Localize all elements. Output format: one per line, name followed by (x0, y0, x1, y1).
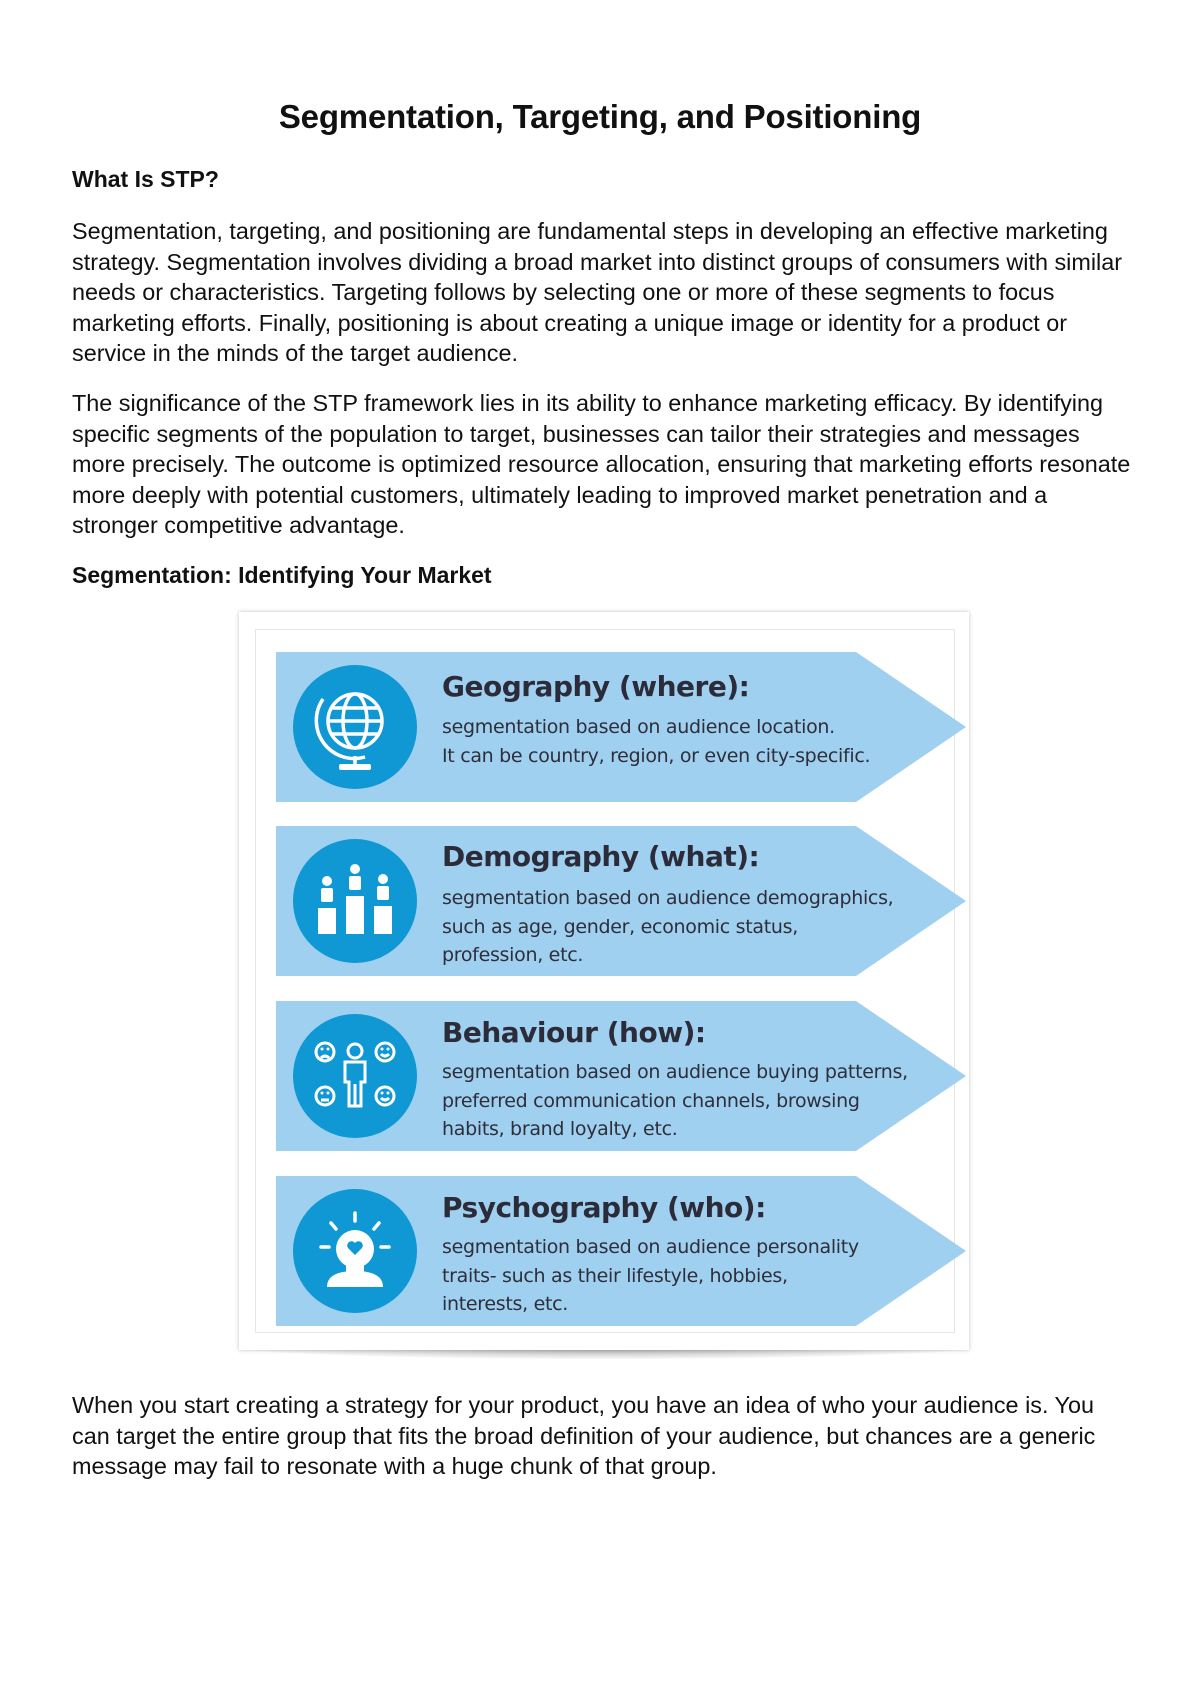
geography-line-2: It can be country, region, or even city-specific. (442, 744, 871, 767)
behaviour-line-1: segmentation based on audience buying patterns, (442, 1061, 908, 1083)
banner-behaviour (276, 1001, 966, 1151)
circle-behaviour (293, 1014, 417, 1138)
demography-line-1: segmentation based on audience demographics, (442, 887, 894, 909)
paragraph-stp-definition: Segmentation, targeting, and positioning are fundamental steps in developing an effective marketing strategy. Segmentation involves dividing a broad market into distinct groups of consumers with similar needs or characteristics. Targeting follows by selecting one or more of these segments to focus marketing efforts. Finally, positioning is about creating a unique image or identity for a product or service in the minds of the target audience. (72, 218, 1123, 366)
circle-psychography (293, 1189, 417, 1313)
behaviour-line-2: preferred communication channels, browsing (442, 1089, 860, 1112)
globe-icon (293, 665, 417, 789)
psychography-description (442, 1233, 859, 1319)
section-heading-segmentation: Segmentation: Identifying Your Market (72, 562, 492, 588)
banner-geography (276, 652, 966, 802)
demography-title: Demography (what): (442, 840, 760, 873)
head-heart-icon (293, 1189, 417, 1313)
banner-psychography (276, 1176, 966, 1326)
banner-demography (276, 826, 966, 976)
behaviour-title: Behaviour (how): (442, 1016, 706, 1049)
psychography-line-1: segmentation based on audience personality (442, 1236, 859, 1258)
demography-line-2: such as age, gender, economic status, (442, 915, 798, 938)
segmentation-infographic (239, 612, 969, 1350)
psychography-line-2: traits- such as their lifestyle, hobbies, (442, 1264, 788, 1287)
psychography-line-3: interests, etc. (442, 1293, 568, 1315)
demography-line-3: profession, etc. (442, 944, 584, 966)
page-title: Segmentation, Targeting, and Positioning (278, 98, 922, 135)
geography-description (442, 713, 870, 770)
geography-title: Geography (where): (442, 670, 750, 703)
people-podium-icon (293, 839, 417, 963)
person-emotions-icon (293, 1014, 417, 1138)
behaviour-line-3: habits, brand loyalty, etc. (442, 1118, 678, 1140)
infographic-frame (255, 629, 955, 1333)
demography-description (442, 884, 893, 970)
psychography-title: Psychography (who): (442, 1191, 766, 1224)
circle-demography (293, 839, 417, 963)
behaviour-description (442, 1058, 908, 1144)
circle-geography (293, 665, 417, 789)
section-heading-what-is-stp: What Is STP? (72, 166, 219, 192)
geography-line-1: segmentation based on audience location. (442, 716, 835, 738)
paragraph-audience: When you start creating a strategy for your product, you have an idea of who your audience is. You can target the entire group that fits the broad definition of your audience, but chances are a generic message may fail to resonate with a huge chunk of that group. (72, 1392, 1096, 1479)
paragraph-stp-significance: The significance of the STP framework lies in its ability to enhance marketing efficacy. By identifying specific segments of the population to target, businesses can tailor their strategies and messages more precisely. The outcome is optimized resource allocation, ensuring that marketing efforts resonate more deeply with potential customers, ultimately leading to improved market penetration and a stronger competitive advantage. (72, 390, 1131, 538)
